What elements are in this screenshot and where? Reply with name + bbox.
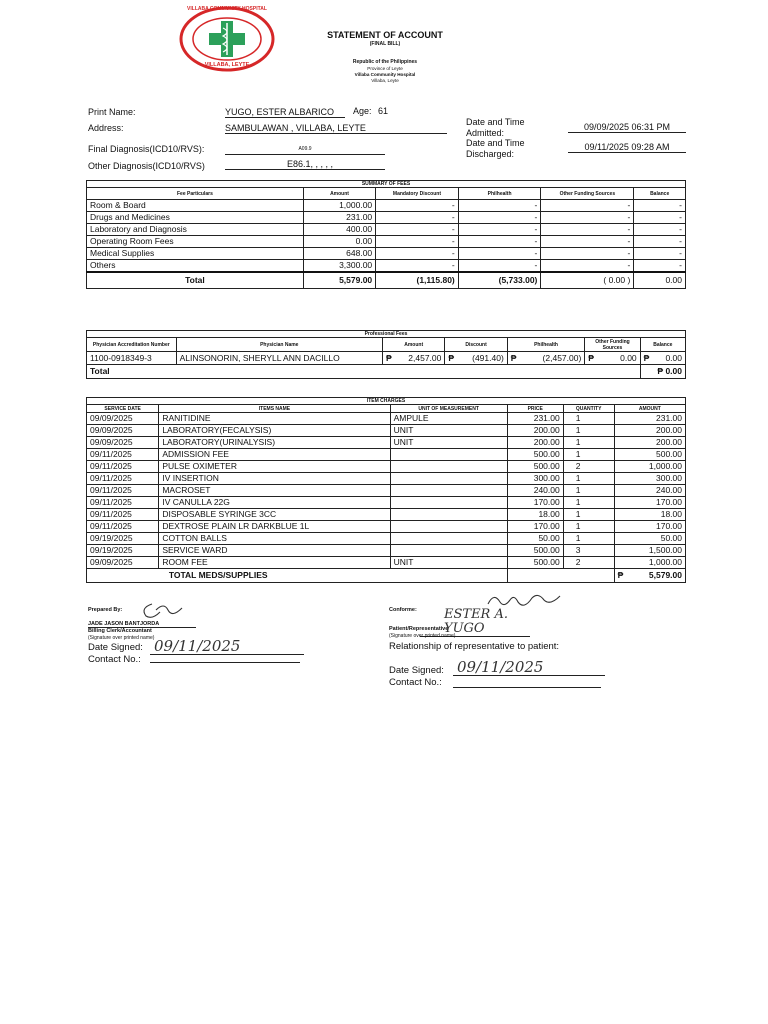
item-price: 500.00 [507, 557, 563, 569]
statement-title: STATEMENT OF ACCOUNT [327, 30, 443, 40]
item-quantity: 1 [563, 497, 614, 509]
address-label: Address: [88, 123, 124, 133]
peso-sign: ₱ [385, 352, 392, 363]
physician-philhealth [507, 352, 585, 365]
summary-of-fees-table [86, 180, 686, 289]
item-name: IV INSERTION [159, 473, 390, 485]
summary-row [87, 260, 686, 273]
item-amount: 500.00 [614, 449, 685, 461]
item-unit: UNIT [390, 437, 507, 449]
date-signed-label-left: Date Signed: [88, 642, 143, 653]
item-row [87, 509, 686, 521]
physician-discount [445, 352, 507, 365]
age-label: Age: [353, 106, 372, 116]
summary-total-other: ( 0.00 ) [541, 272, 634, 288]
admitted-label-line-1: Date and Time [466, 117, 525, 127]
fee-amount: 3,300.00 [303, 260, 375, 273]
item-row [87, 521, 686, 533]
item-row [87, 485, 686, 497]
item-row [87, 461, 686, 473]
patient-rep-label: Patient/Representative [389, 626, 449, 632]
preparer-name: JADE JASON BANTJORDA [88, 621, 196, 628]
item-name: RANITIDINE [159, 413, 390, 425]
item-quantity: 1 [563, 473, 614, 485]
item-price: 50.00 [507, 533, 563, 545]
physician-balance [640, 352, 685, 365]
admitted-value: 09/09/2025 06:31 PM [568, 122, 686, 133]
date-signed-right: 09/11/2025 [453, 659, 605, 676]
fee-dash: - [376, 236, 459, 248]
item-amount: 200.00 [614, 425, 685, 437]
item-amount: 200.00 [614, 437, 685, 449]
item-unit: AMPULE [390, 413, 507, 425]
item-unit [390, 497, 507, 509]
item-price: 500.00 [507, 461, 563, 473]
fee-amount: 0.00 [303, 236, 375, 248]
peso-sign: ₱ [643, 352, 650, 363]
fee-dash: - [634, 200, 686, 212]
fee-dash: - [541, 248, 634, 260]
item-unit [390, 545, 507, 557]
professional-header: Discount [445, 338, 507, 352]
item-name: LABORATORY(URINALYSIS) [159, 437, 390, 449]
professional-total-value: 0.00 [665, 366, 682, 376]
professional-row [87, 352, 686, 365]
fee-amount: 648.00 [303, 248, 375, 260]
physician-amount [382, 352, 444, 365]
item-amount: 170.00 [614, 497, 685, 509]
professional-header: Amount [382, 338, 444, 352]
item-date: 09/19/2025 [87, 533, 159, 545]
items-header: ITEMS NAME [159, 405, 390, 413]
fee-dash: - [634, 260, 686, 273]
item-price: 170.00 [507, 497, 563, 509]
discharged-label-line-2: Discharged: [466, 149, 515, 159]
summary-row [87, 248, 686, 260]
fee-amount: 400.00 [303, 224, 375, 236]
item-name: ROOM FEE [159, 557, 390, 569]
summary-total-philhealth: (5,733.00) [458, 272, 541, 288]
item-row [87, 497, 686, 509]
summary-header: Balance [634, 188, 686, 200]
physician-other-value: 0.00 [620, 352, 637, 363]
physician-amount-value: 2,457.00 [408, 352, 442, 363]
date-signed-label-right: Date Signed: [389, 665, 444, 676]
item-unit [390, 473, 507, 485]
fee-particular: Others [87, 260, 304, 273]
item-price: 300.00 [507, 473, 563, 485]
fee-amount: 1,000.00 [303, 200, 375, 212]
items-total-row [87, 569, 686, 583]
prepared-by-label: Prepared By: [88, 607, 123, 613]
final-diagnosis-value: A09.9 [225, 146, 385, 155]
summary-caption: SUMMARY OF FEES [87, 181, 686, 188]
discharged-label [466, 138, 525, 160]
contact-label-right: Contact No.: [389, 677, 442, 688]
item-amount: 170.00 [614, 521, 685, 533]
item-date: 09/19/2025 [87, 545, 159, 557]
item-price: 500.00 [507, 545, 563, 557]
peso-sign: ₱ [657, 366, 664, 376]
item-date: 09/09/2025 [87, 425, 159, 437]
seal-text-bottom: VILLABA, LEYTE [204, 62, 250, 68]
print-name-label: Print Name: [88, 107, 136, 117]
items-header: PRICE [507, 405, 563, 413]
summary-total-discount: (1,115.80) [376, 272, 459, 288]
fee-dash: - [376, 248, 459, 260]
summary-total-row [87, 272, 686, 288]
item-amount: 1,500.00 [614, 545, 685, 557]
item-quantity: 3 [563, 545, 614, 557]
preparer-note: (Signature over printed name) [88, 635, 155, 641]
date-signed-left: 09/11/2025 [150, 638, 304, 655]
fee-dash: - [541, 212, 634, 224]
physician-accreditation: 1100-0918349-3 [87, 352, 177, 365]
item-row [87, 437, 686, 449]
conforme-label: Conforme: [389, 607, 417, 613]
item-quantity: 1 [563, 485, 614, 497]
physician-other [585, 352, 640, 365]
peso-sign: ₱ [510, 352, 517, 363]
item-quantity: 2 [563, 461, 614, 473]
item-row [87, 449, 686, 461]
professional-total-row [87, 365, 686, 379]
item-amount: 240.00 [614, 485, 685, 497]
items-total [614, 569, 685, 583]
item-name: DEXTROSE PLAIN LR DARKBLUE 1L [159, 521, 390, 533]
address-value: SAMBULAWAN , VILLABA, LEYTE [225, 123, 447, 134]
fee-particular: Drugs and Medicines [87, 212, 304, 224]
items-header: UNIT OF MEASUREMENT [390, 405, 507, 413]
item-price: 200.00 [507, 437, 563, 449]
fee-dash: - [458, 224, 541, 236]
fee-particular: Laboratory and Diagnosis [87, 224, 304, 236]
contact-line-right [453, 686, 601, 688]
item-amount: 1,000.00 [614, 461, 685, 473]
fee-dash: - [541, 260, 634, 273]
peso-sign: ₱ [448, 352, 455, 363]
item-name: LABORATORY(FECALYSIS) [159, 425, 390, 437]
statement-subtitle: (FINAL BILL) [369, 41, 401, 47]
items-total-value: 5,579.00 [648, 570, 682, 580]
admitted-label-line-2: Admitted: [466, 128, 505, 138]
item-quantity: 1 [563, 521, 614, 533]
final-diagnosis-label: Final Diagnosis(ICD10/RVS): [88, 144, 205, 154]
summary-header: Fee Particulars [87, 188, 304, 200]
item-unit [390, 509, 507, 521]
conforme-handwritten: ESTER A. YUGO [420, 608, 530, 637]
items-header: SERVICE DATE [87, 405, 159, 413]
professional-total [640, 365, 685, 379]
fee-dash: - [376, 224, 459, 236]
fee-dash: - [376, 212, 459, 224]
seal-text-top: VILLABA COMMUNITY HOSPITAL [187, 6, 267, 12]
summary-total-amount: 5,579.00 [303, 272, 375, 288]
item-date: 09/09/2025 [87, 413, 159, 425]
item-price: 18.00 [507, 509, 563, 521]
item-amount: 1,000.00 [614, 557, 685, 569]
item-row [87, 473, 686, 485]
location-line: Villaba, Leyte [371, 78, 399, 83]
item-date: 09/11/2025 [87, 461, 159, 473]
professional-header: Physician Name [176, 338, 382, 352]
item-date: 09/09/2025 [87, 557, 159, 569]
item-amount: 18.00 [614, 509, 685, 521]
professional-fees-table [86, 330, 686, 379]
professional-header: Other Funding Sources [585, 338, 640, 352]
item-row [87, 533, 686, 545]
item-date: 09/11/2025 [87, 497, 159, 509]
fee-particular: Room & Board [87, 200, 304, 212]
items-total-spacer [87, 569, 159, 583]
fee-dash: - [458, 260, 541, 273]
summary-total-label: Total [87, 272, 304, 288]
summary-row [87, 236, 686, 248]
patient-rep-note: (Signature over printed name) [389, 633, 456, 639]
item-quantity: 1 [563, 449, 614, 461]
item-name: MACROSET [159, 485, 390, 497]
fee-dash: - [376, 260, 459, 273]
other-diagnosis-label: Other Diagnosis(ICD10/RVS) [88, 161, 205, 171]
fee-dash: - [458, 212, 541, 224]
item-quantity: 1 [563, 437, 614, 449]
fee-dash: - [634, 212, 686, 224]
item-date: 09/11/2025 [87, 449, 159, 461]
fee-dash: - [634, 224, 686, 236]
hospital-name-line: Villaba Community Hospital [354, 72, 416, 77]
item-row [87, 557, 686, 569]
admitted-label [466, 117, 525, 139]
item-unit [390, 485, 507, 497]
other-diagnosis-value: E86.1, , , , , [225, 159, 385, 170]
fee-dash: - [458, 248, 541, 260]
item-amount: 50.00 [614, 533, 685, 545]
age-value: 61 [378, 106, 389, 116]
item-price: 500.00 [507, 449, 563, 461]
item-row [87, 545, 686, 557]
item-row [87, 413, 686, 425]
contact-line-left [150, 661, 300, 663]
summary-header: Amount [303, 188, 375, 200]
summary-total-balance: 0.00 [634, 272, 686, 288]
item-amount: 231.00 [614, 413, 685, 425]
fee-dash: - [634, 236, 686, 248]
items-header: AMOUNT [614, 405, 685, 413]
discharged-label-line-1: Date and Time [466, 138, 525, 148]
fee-amount: 231.00 [303, 212, 375, 224]
item-name: PULSE OXIMETER [159, 461, 390, 473]
item-price: 231.00 [507, 413, 563, 425]
item-unit [390, 449, 507, 461]
physician-discount-value: (491.40) [472, 352, 504, 363]
summary-header: Philhealth [458, 188, 541, 200]
item-unit [390, 521, 507, 533]
summary-row [87, 224, 686, 236]
item-quantity: 1 [563, 413, 614, 425]
item-name: ADMISSION FEE [159, 449, 390, 461]
fee-particular: Operating Room Fees [87, 236, 304, 248]
items-header: QUANTITY [563, 405, 614, 413]
physician-name: ALINSONORIN, SHERYLL ANN DACILLO [176, 352, 382, 365]
item-unit [390, 461, 507, 473]
summary-row [87, 200, 686, 212]
item-charges-table [86, 397, 686, 583]
item-quantity: 1 [563, 509, 614, 521]
item-name: DISPOSABLE SYRINGE 3CC [159, 509, 390, 521]
item-date: 09/09/2025 [87, 437, 159, 449]
items-caption: ITEM CHARGES [87, 398, 686, 405]
item-quantity: 1 [563, 533, 614, 545]
summary-header: Other Funding Sources [541, 188, 634, 200]
fee-dash: - [634, 248, 686, 260]
professional-header: Balance [640, 338, 685, 352]
item-date: 09/11/2025 [87, 473, 159, 485]
item-quantity: 2 [563, 557, 614, 569]
item-row [87, 425, 686, 437]
fee-dash: - [541, 236, 634, 248]
fee-dash: - [458, 236, 541, 248]
contact-label-left: Contact No.: [88, 654, 141, 665]
print-name-value: YUGO, ESTER ALBARICO [225, 107, 345, 118]
professional-header: Philhealth [507, 338, 585, 352]
summary-header: Mandatory Discount [376, 188, 459, 200]
fee-dash: - [541, 224, 634, 236]
item-date: 09/11/2025 [87, 521, 159, 533]
item-unit: UNIT [390, 425, 507, 437]
item-price: 240.00 [507, 485, 563, 497]
discharged-value: 09/11/2025 09:28 AM [568, 142, 686, 153]
peso-sign: ₱ [617, 570, 624, 580]
item-unit: UNIT [390, 557, 507, 569]
fee-dash: - [458, 200, 541, 212]
item-name: IV CANULLA 22G [159, 497, 390, 509]
professional-caption: Professional Fees [87, 331, 686, 338]
item-price: 170.00 [507, 521, 563, 533]
fee-particular: Medical Supplies [87, 248, 304, 260]
summary-row [87, 212, 686, 224]
items-total-label: TOTAL MEDS/SUPPLIES [159, 569, 507, 583]
physician-balance-value: 0.00 [665, 352, 682, 363]
fee-dash: - [376, 200, 459, 212]
relationship-label: Relationship of representative to patient: [389, 641, 560, 652]
patient-signature [484, 590, 564, 619]
item-unit [390, 533, 507, 545]
items-total-spacer [507, 569, 614, 583]
item-name: SERVICE WARD [159, 545, 390, 557]
professional-total-label: Total [87, 365, 641, 379]
item-name: COTTON BALLS [159, 533, 390, 545]
item-price: 200.00 [507, 425, 563, 437]
fee-dash: - [541, 200, 634, 212]
preparer-title: Billing Clerk/Accountant [88, 628, 152, 634]
item-date: 09/11/2025 [87, 509, 159, 521]
physician-philhealth-value: (2,457.00) [542, 352, 582, 363]
professional-header: Physician Accreditation Number [87, 338, 177, 352]
peso-sign: ₱ [588, 352, 594, 363]
item-quantity: 1 [563, 425, 614, 437]
province-line: Province of Leyte [367, 66, 403, 71]
item-amount: 300.00 [614, 473, 685, 485]
item-date: 09/11/2025 [87, 485, 159, 497]
republic-line: Republic of the Philippines [352, 59, 418, 65]
